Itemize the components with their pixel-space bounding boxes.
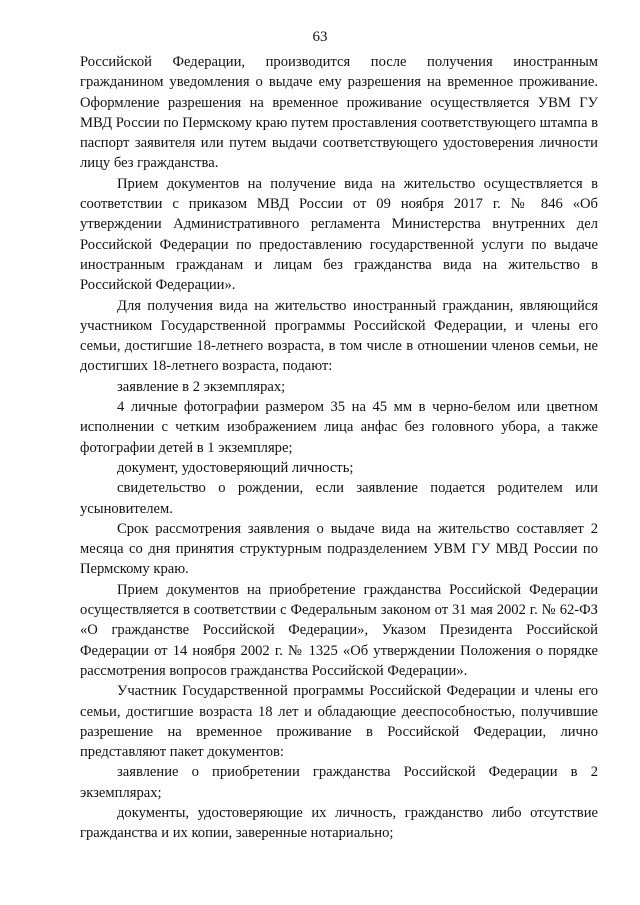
page-number: 63: [312, 29, 328, 45]
list-item-birth-certificate: свидетельство о рождении, если заявление подается родителем или усыновителем.: [80, 480, 598, 517]
list-item-application-copies: заявление в 2 экземплярах;: [117, 378, 286, 395]
paragraph-residence-application-requirements: Для получения вида на жительство иностранный гражданин, являющийся участником Государственной программы Российской Федерации, и члены его семьи, достигшие 18-летнего возраста, в том числе в отношении членов семьи, не достигших 18-летнего возраста, подают:: [80, 297, 598, 375]
list-item-citizenship-application: заявление о приобретении гражданства Российской Федерации в 2 экземплярах;: [80, 764, 598, 801]
paragraph-residence-permit-processing: Российской Федерации, производится после получения иностранным гражданином уведомления о выдаче ему разрешения на временное проживание. Оформление разрешения на временное проживание осуществляется УВМ ГУ МВД России по Пермскому краю путем проставления соответствующего штампа в паспорт заявителя или путем выдачи соответствующего удостоверения личности лицу без гражданства.: [80, 54, 598, 172]
document-body: [80, 52, 598, 844]
paragraph-citizenship-document-acceptance: Прием документов на приобретение гражданства Российской Федерации осуществляется в соответствии с Федеральным законом от 31 мая 2002 г. № 62-ФЗ «О гражданстве Российской Федерации», Указом Президента Российской Федерации от 14 ноября 2002 г. № 1325 «Об утверждении Положения о порядке рассмотрения вопросов гражданства Российской Федерации».: [80, 581, 598, 679]
paragraph-processing-period: Срок рассмотрения заявления о выдаче вида на жительство составляет 2 месяца со дня принятия структурным подразделением УВМ ГУ МВД России по Пермскому краю.: [80, 520, 598, 578]
paragraph-citizenship-applicants: Участник Государственной программы Российской Федерации и члены его семьи, достигшие возраста 18 лет и обладающие дееспособностью, получившие разрешение на временное проживание в Российской Федерации, лично представляют пакет документов:: [80, 683, 598, 761]
list-item-photographs: 4 личные фотографии размером 35 на 45 мм в черно-белом или цветном исполнении с четким изображением лица анфас без головного убора, а также фотографии детей в 1 экземпляре;: [80, 399, 598, 456]
paragraph-residence-document-acceptance: Прием документов на получение вида на жительство осуществляется в соответствии с приказом МВД России от 09 ноября 2017 г. № 846 «Об утверждении Административного регламента Министерства внутренних дел Российской Федерации по предоставлению государственной услуги по выдаче иностранным гражданам и лицам без гражданства вида на жительство в Российской Федерации».: [80, 175, 598, 294]
list-item-identity-document: документ, удостоверяющий личность;: [117, 459, 354, 476]
list-item-identity-copies: документы, удостоверяющие их личность, гражданство либо отсутствие гражданства и их копии, заверенные нотариально;: [80, 804, 598, 842]
